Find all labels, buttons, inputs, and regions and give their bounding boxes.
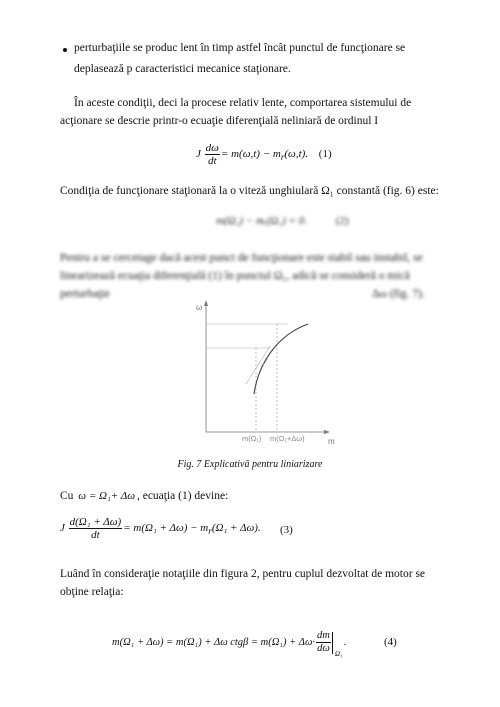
figure-7-diagram xyxy=(190,296,340,448)
eq1-fraction: $\frac{d\omega}{dt}$ xyxy=(205,142,219,167)
tick-m-omega1: m(Ω₁) xyxy=(242,434,262,443)
eq1-number: (1) xyxy=(318,148,332,161)
para5-line-2: obţine relaţia: xyxy=(60,586,124,598)
para4-expression: ω = Ω₁+ Δω xyxy=(78,490,135,502)
para4-line: Cu ω = Ω₁+ Δω , ecuaţia (1) devine: xyxy=(60,490,229,502)
y-axis-label: ω xyxy=(196,303,203,312)
tick-m-omega-plus: m(Ω₁+Δω) xyxy=(270,434,305,443)
x-axis-arrow xyxy=(324,430,330,434)
equation-3: J $\frac{\text{d(Ω₁ + Δω)}}{dt}$ = $m(\Omega_1 + \Delta\omega) - m_r(\Omega_1 + \Delta\omega)$. xyxy=(60,516,261,541)
para2-line-1: Condiţia de funcţionare staţionară la o viteză unghiulară Ω₁ constantă (fig. 6) este: xyxy=(60,185,439,197)
bullet-line-2: deplasează p caracteristici mecanice staţionare. xyxy=(74,63,291,75)
eq4-fraction: $\frac{dm}{d\omega}$ xyxy=(316,630,330,654)
eq3-number: (3) xyxy=(280,524,293,536)
y-axis-arrow xyxy=(204,300,208,306)
figure-caption: Fig. 7 Explicativă pentru liniarizare xyxy=(177,459,323,470)
equation-1: J $\frac{d\omega}{dt}$ = $m(\omega,t) - m_r(\omega,t)$. (1) xyxy=(196,142,332,167)
equation-2: m(Ω₁) − mᵣ(Ω₁) = 0. (2) xyxy=(216,215,349,227)
para3-line-1: Pentru a se cercetage dacă acest punct de funcţionare este stabil sau instabil, se xyxy=(60,252,423,264)
equation-4: m(Ω₁ + Δω) = m(Ω₁) + Δω ctgβ = m(Ω₁) + Δω· $\frac{dm}{d\omega}$ Ω₁ . xyxy=(112,630,347,658)
para1-line-2: acţionare se descrie printr-o ecuaţie diferenţială neliniară de ordinul I xyxy=(60,115,379,127)
eq4-number: (4) xyxy=(384,636,397,648)
para1-line-1: În aceste condiţii, deci la procese relativ lente, comportarea sistemului de xyxy=(74,97,412,109)
mechanical-characteristic-curve xyxy=(254,324,308,394)
para3-line-3-tail: Δω (fig. 7). xyxy=(372,288,425,300)
para3-line-3: perturbaţie xyxy=(60,288,110,300)
para3-line-2: linearizează ecuaţia diferenţială (1) în punctul Ω₁, adică se consideră o mică xyxy=(60,270,410,282)
bullet-line-1: perturbaţiile se produc lent în timp astfel încât punctul de funcţionare se xyxy=(74,42,406,54)
eq3-fraction: $\frac{\text{d(Ω₁ + Δω)}}{dt}$ xyxy=(69,516,122,541)
bullet-marker xyxy=(63,48,67,52)
para5-line-1: Luând în consideraţie notaţiile din figura 2, pentru cuplul dezvoltat de motor se xyxy=(60,568,426,580)
x-axis-label: m xyxy=(328,437,335,446)
eq4-evaluation-bar: Ω₁ xyxy=(332,632,334,654)
